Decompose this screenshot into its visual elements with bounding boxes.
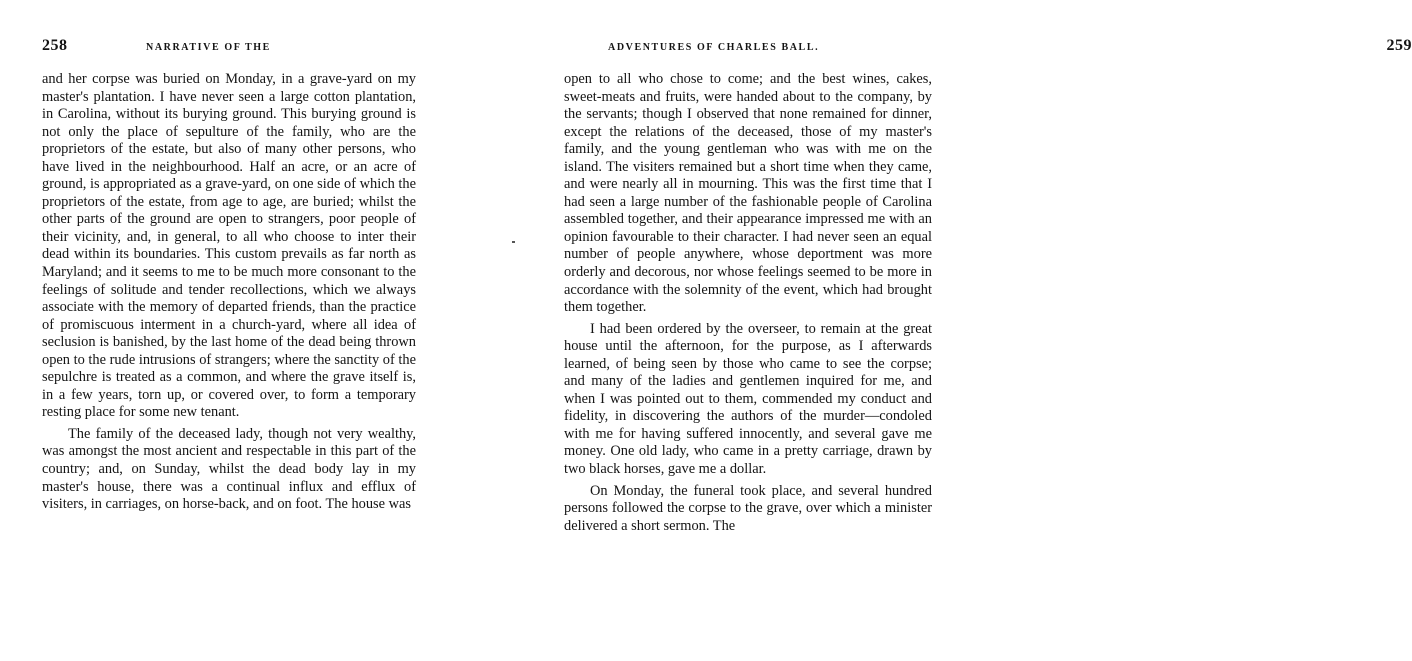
right-page-header — [600, 37, 1412, 59]
left-page-number: 258 — [42, 37, 68, 54]
left-paragraph-1: and her corpse was buried on Monday, in a grave-yard on my master's plantation. I have never seen a large cotton plantation, in Carolina, without its burying ground. This burying ground is not only the place of sepulture of the family, who are the proprietors of the estate, but also of many other persons, who have lived in the neighbourhood. Half an acre, or an acre of ground, is appropriated as a grave-yard, on one side of which the proprietors of the estate, from age to age, are buried; whilst the other parts of the ground are open to strangers, poor people of their vicinity, and, in general, to all who choose to inter their dead within its boundaries. This custom prevails as far north as Maryland; and it seems to me to be much more consonant to the feelings of solitude and tender recollections, which we always associate with the memory of departed friends, than the practice of promiscuous interment in a church-yard, where all idea of seclusion is banished, by the last home of the dead being thrown open to the rude intrusions of strangers; where the sanctity of the sepulchre is treated as a common, and where the grave itself is, in a few years, torn up, or covered over, to form a temporary resting place for some new tenant. — [42, 71, 416, 421]
right-paragraph-3: On Monday, the funeral took place, and several hundred persons followed the corpse to the grave, over which a minister delivered a short sermon. The — [564, 482, 932, 534]
right-paragraph-1: open to all who chose to come; and the best wines, cakes, sweet-meats and fruits, were handed about to the company, by the servants; though I observed that none remained for dinner, except the relations of the deceased, those of my master's family, and the young gentleman who was with me on the island. The visiters remained but a short time when they came, and were nearly all in mourning. This was the first time that I had seen a large number of the fashionable people of Carolina assembled together, and their appearance impressed me with an opinion favourable to their character. I had never seen an equal number of people anywhere, whose deportment was more orderly and decorous, nor whose feelings seemed to be more in accordance with the solemnity of the event, which had brought them together. — [564, 71, 932, 316]
left-page-body — [42, 71, 416, 514]
left-paragraph-2: The family of the deceased lady, though not very wealthy, was amongst the most ancient and respectable in this part of the country; and, on Sunday, whilst the dead body lay in my master's house, there was a continual influx and efflux of visiters, in carriages, on horse-back, and on foot. The house was — [42, 425, 416, 513]
right-paragraph-2: I had been ordered by the overseer, to remain at the great house until the afternoon, for the purpose, as I afterwards learned, of being seen by those who came to see the corpse; and many of the ladies and gentlemen inquired for me, and when I was pointed out to them, commended my conduct and fidelity, in discovering the authors of the murder—condoled with me for having suffered innocently, and several gave me money. One old lady, who came in a pretty carriage, drawn by two black horses, gave me a dollar. — [564, 320, 932, 478]
right-page-body — [564, 71, 932, 535]
left-page-header — [42, 37, 422, 59]
right-page-number: 259 — [1386, 37, 1412, 54]
right-page — [490, 0, 1412, 661]
left-page — [0, 0, 490, 661]
right-running-head: ADVENTURES OF CHARLES BALL. — [608, 42, 820, 53]
left-running-head: NARRATIVE OF THE — [146, 42, 271, 53]
